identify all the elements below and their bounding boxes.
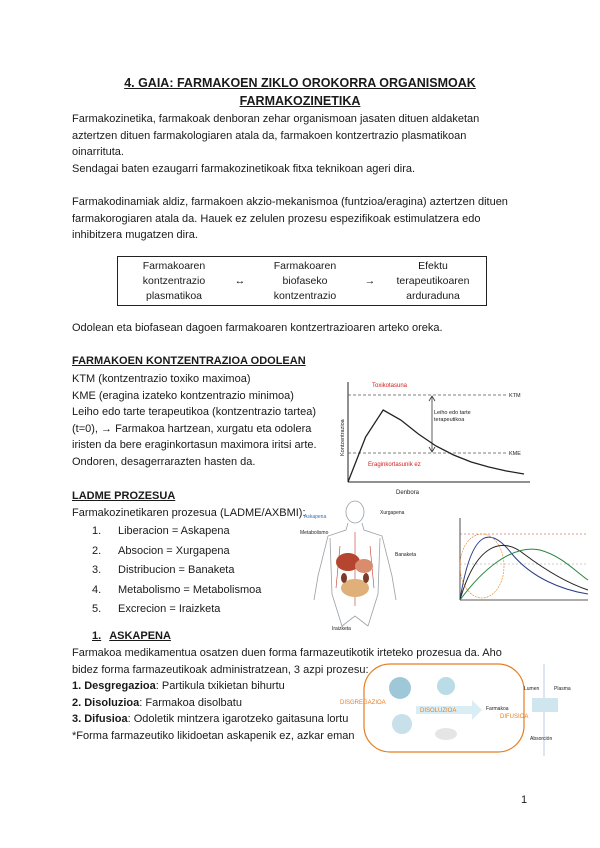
cell-line: biofaseko: [282, 274, 328, 287]
page-number: 1: [521, 794, 528, 806]
cell-line: kontzentrazio: [142, 274, 206, 287]
concentration-chart: [334, 376, 534, 496]
cell-line: arduraduna: [406, 289, 460, 302]
text-line: bidez forma farmazeutikoak administratzean, 3 azpi prozesu:: [72, 663, 369, 676]
window-label-wrap: [434, 410, 492, 434]
note-line: *Forma farmazeutiko likidoetan askapenik ez, azkar eman: [72, 729, 355, 742]
cell-line: Efektu: [418, 259, 448, 272]
ladme-list: [92, 522, 261, 620]
intro-paragraph: [72, 111, 532, 177]
list-item: 2. Absocion = Xurgapena: [92, 544, 230, 557]
liberation-label: Askapena: [304, 514, 327, 520]
text-line: farmakorogiaren atala da. Hauek ez zelulen prozesu espezifikoak estimulatzera edo: [72, 212, 481, 225]
x-axis-label: Denbora: [396, 490, 420, 496]
absorption-label: Xurgapena: [380, 510, 405, 516]
section-heading-concentration: FARMAKOEN KONTZENTRAZIOA ODOLEAN: [72, 355, 306, 367]
list-item: 1. Liberacion = Askapena: [92, 525, 230, 537]
dissolution-diagram: [340, 660, 596, 758]
flow-table: [117, 256, 487, 306]
distribution-label: Banaketa: [395, 552, 417, 558]
y-axis-label: Kontzentrazioa: [340, 419, 346, 456]
membrane-block: [532, 698, 558, 712]
step-line: 3. Difusioa: Odoletik mintzera igarotzeko gaitasuna lortu: [72, 713, 349, 725]
cell-line: Farmakoaren: [273, 259, 337, 272]
text-line: Farmakodinamiak aldiz, farmakoen akzio-mekanismoa (funtzioa/eragina) aztertzen dituen: [72, 196, 508, 208]
page-title: 4. GAIA: FARMAKOEN ZIKLO OROKORRA ORGANISMOAK: [124, 76, 476, 90]
highlight-ellipse: [460, 534, 504, 598]
kidney-icon: [363, 573, 369, 583]
dynamics-paragraph: [72, 194, 532, 244]
stomach-icon: [355, 559, 373, 573]
diffusion-label: DIFUSIOA: [500, 714, 529, 720]
metabolism-label: Metabolismo: [300, 530, 329, 536]
list-item: 3. Distribucion = Banaketa: [92, 564, 235, 576]
particle-icon: [392, 714, 412, 734]
excretion-label: Iraizketa: [332, 626, 351, 632]
no-effect-label: Eraginkortasunik ez: [368, 462, 421, 468]
text-line: Farmakoa medikamentua osatzen duen forma farmazeutikotik irteteko prozesua da. Aho: [72, 647, 502, 659]
ktm-label: KTM: [509, 393, 521, 399]
curve-fast: [460, 537, 588, 600]
flow-cell-efektu: [380, 257, 487, 306]
text-line: (t=0), → Farmakoa hartzean, xurgatu eta odolera: [72, 422, 312, 435]
desgregation-label: DISGREGAZIOA: [340, 700, 386, 706]
page-subtitle: FARMAKOZINETIKA: [239, 94, 361, 108]
text-line: Farmakozinetika, farmakoak denboran zehar organismoan jasaten dituen aldaketan: [72, 113, 480, 125]
text-line: iristen da bere eraginkortasun maximora iritsi arte.: [72, 439, 317, 451]
window-label: Leiho edo tarte terapeutikoa: [434, 410, 471, 423]
list-item: 4. Metabolismo = Metabolismoa: [92, 583, 262, 596]
concentration-text: [72, 371, 327, 470]
balance-text: Odolean eta biofasean dagoen farmakoaren kontzertrazioaren arteko oreka.: [72, 322, 443, 334]
section-heading-ladme: LADME PROZESUA: [72, 490, 176, 502]
ladme-intro: Farmakozinetikaren prozesua (LADME/AXBMI):: [72, 507, 306, 519]
step-line: 2. Disoluzioa: Farmakoa disolbatu: [72, 696, 242, 709]
body-ladme-diagram: [300, 496, 450, 636]
heading-text: ASKAPENA: [109, 630, 171, 642]
text-line: Sendagai baten ezaugarri farmakozinetikoak fitxa teknikoan ageri dira.: [72, 162, 416, 175]
curve-slow: [460, 549, 588, 600]
arrow-right-icon: →: [364, 274, 376, 287]
dissolution-label: DISOLUZIOA: [420, 708, 457, 714]
heading-number: 1.: [92, 630, 102, 642]
kme-label: KME: [509, 451, 521, 457]
kidney-icon: [341, 573, 347, 583]
flow-cell-biofase: [250, 257, 360, 306]
section-heading-askapena: [92, 630, 171, 642]
cell-line: terapeutikoaren: [396, 274, 470, 287]
plasma-label: Plasma: [554, 686, 571, 692]
text-line: Ondoren, desagerrarazten hasten da.: [72, 455, 256, 468]
kinetics-plot: [452, 514, 590, 610]
tablet-icon: [389, 677, 411, 699]
curve-mid: [460, 545, 588, 600]
drug-label: Farmakoa: [486, 706, 509, 712]
granule-icon: [437, 677, 455, 695]
text-line: KME (eragina izateko kontzentrazio minimoa): [72, 389, 294, 402]
cell-line: Farmakoaren: [142, 259, 206, 272]
text-line: aztertzen dituen farmakologiaren atala da, farmakoen kontzertrazio plasmatikoan: [72, 129, 467, 142]
list-item: 5. Excrecion = Iraizketa: [92, 603, 221, 615]
askapena-steps: [72, 678, 362, 744]
lumen-label: Lumen: [524, 686, 540, 692]
flow-cell-plasma: [118, 257, 231, 306]
arrow-both-icon: ↔: [234, 274, 246, 287]
absorption-label: Absorción: [530, 736, 553, 742]
text-line: Leiho edo tarte terapeutikoa (kontzentrazio tartea): [72, 406, 316, 418]
powder-icon: [435, 728, 457, 740]
toxicity-label: Toxikotasuna: [372, 383, 408, 389]
text-line: KTM (kontzentrazio toxiko maximoa): [72, 373, 251, 385]
step-line: 1. Desgregazioa: Partikula txikietan bihurtu: [72, 680, 285, 692]
cell-line: plasmatikoa: [145, 289, 203, 302]
text-line: oinarrituta.: [72, 146, 124, 158]
text-line: inhibitzera mugatzen dira.: [72, 229, 198, 241]
cell-line: kontzentrazio: [273, 289, 337, 302]
